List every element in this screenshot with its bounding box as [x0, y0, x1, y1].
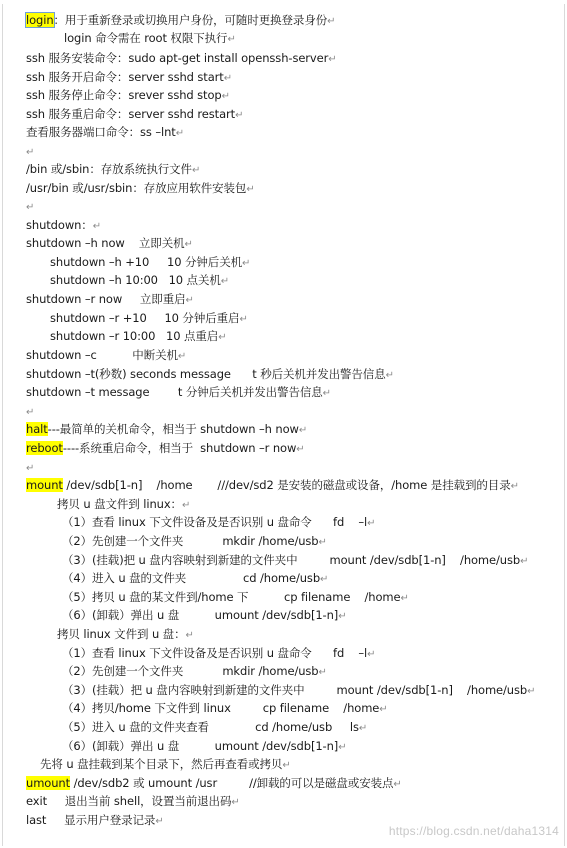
document-line [62, 514, 375, 530]
document-line [50, 310, 248, 326]
paragraph-mark-icon: ↵ [367, 649, 376, 660]
document-line [64, 30, 236, 46]
highlighted-keyword: login [26, 13, 54, 27]
line-text: （3）(挂载)把 u 盘内容映射到新建的文件夹中 mount /dev/sdb[1-n] /home/usb [62, 553, 521, 567]
line-text: ssh 服务重启命令：server sshd restart [26, 107, 236, 121]
line-text: （4）进入 u 盘的文件夹 cd /home/usb [62, 571, 321, 585]
paragraph-mark-icon: ↵ [181, 500, 191, 511]
paragraph-mark-icon: ↵ [227, 34, 236, 45]
document-line [40, 756, 291, 772]
document-line [62, 589, 409, 605]
paragraph-mark-icon: ↵ [520, 556, 529, 567]
paragraph-mark-icon: ↵ [175, 128, 184, 139]
paragraph-mark-icon: ↵ [26, 407, 35, 418]
paragraph-mark-icon: ↵ [26, 202, 35, 213]
document-line [62, 663, 327, 679]
line-text: ssh 服务安装命令：sudo apt-get install openssh-server [26, 51, 329, 65]
line-text: 先将 u 盘挂载到某个目录下，然后再查看或拷贝 [40, 757, 283, 771]
document-line [26, 69, 232, 85]
document-line [26, 143, 34, 159]
document-line [62, 607, 346, 623]
line-text: shutdown –h +10 10 分钟后关机 [50, 255, 242, 269]
line-text: shutdown –h now 立即关机 [26, 236, 185, 250]
line-text: /usr/bin 或/usr/sbin：存放应用软件安装包 [26, 181, 247, 195]
paragraph-mark-icon: ↵ [282, 760, 291, 771]
line-text: （1）查看 linux 下文件设备及是否识别 u 盘命令 fd –l [62, 515, 368, 529]
document-line [26, 50, 337, 66]
document-line [62, 700, 388, 716]
paragraph-mark-icon: ↵ [327, 16, 336, 27]
line-text: shutdown –h 10:00 10 点关机 [50, 273, 221, 287]
paragraph-mark-icon: ↵ [296, 444, 305, 455]
paragraph-mark-icon: ↵ [155, 816, 164, 827]
paragraph-mark-icon: ↵ [218, 332, 227, 343]
paragraph-mark-icon: ↵ [367, 518, 376, 529]
document-line [50, 272, 229, 288]
line-text: shutdown –r 10:00 10 点重启 [50, 329, 219, 343]
line-text: shutdown –r +10 10 分钟后重启 [50, 311, 240, 325]
document-line [62, 719, 367, 735]
document-line [50, 254, 250, 270]
watermark: https://blog.csdn.net/daha1314 [388, 824, 559, 838]
line-text: ----系统重启命令，相当于 shutdown –r now [62, 441, 297, 455]
document-line [62, 570, 328, 586]
paragraph-mark-icon: ↵ [26, 463, 35, 474]
line-text: （1）查看 linux 下文件设备及是否识别 u 盘命令 fd –l [62, 646, 368, 660]
paragraph-mark-icon: ↵ [318, 537, 327, 548]
paragraph-mark-icon: ↵ [191, 165, 201, 176]
line-text: login 命令需在 root 权限下执行 [64, 31, 228, 45]
document-line [26, 421, 307, 437]
document-line [26, 477, 519, 493]
highlighted-keyword: mount [26, 478, 63, 492]
document-line [62, 645, 375, 661]
line-text: /dev/sdb[1-n] /home ///dev/sd2 是安装的磁盘或设备，/home 是挂载到的目录 [62, 478, 511, 492]
document-line [57, 626, 194, 642]
paragraph-mark-icon: ↵ [320, 574, 329, 585]
paragraph-mark-icon: ↵ [220, 276, 230, 287]
line-text: ---最简单的关机命令，相当于 shutdown –h now [47, 422, 299, 436]
document-line [26, 161, 200, 177]
document-line [26, 291, 194, 307]
line-text: （6）(卸载）弹出 u 盘 umount /dev/sdb[1-n] [62, 608, 339, 622]
document-line [26, 106, 243, 122]
document-line [26, 812, 164, 828]
document-line [62, 738, 346, 754]
paragraph-mark-icon: ↵ [400, 593, 409, 604]
paragraph-mark-icon: ↵ [184, 239, 193, 250]
document-line [26, 87, 230, 103]
paragraph-mark-icon: ↵ [358, 723, 368, 734]
document-line [26, 198, 34, 214]
line-text: （4）拷贝/home 下文件到 linux cp filename /home [62, 701, 380, 715]
line-text: shutdown –r now 立即重启 [26, 292, 186, 306]
line-text: ：用于重新登录或切换用户身份，可随时更换登录身份 [53, 13, 328, 27]
document-line [57, 496, 190, 512]
document-line [26, 124, 184, 140]
line-text: ssh 服务开启命令：server sshd start [26, 70, 224, 84]
paragraph-mark-icon: ↵ [239, 314, 248, 325]
highlighted-keyword: halt [26, 422, 48, 436]
paragraph-mark-icon: ↵ [322, 388, 331, 399]
highlighted-keyword: umount [26, 776, 71, 790]
document-line [62, 552, 528, 568]
line-text: 查看服务器端口命令：ss –lnt [26, 125, 176, 139]
line-text: shutdown –c 中断关机 [26, 348, 178, 362]
paragraph-mark-icon: ↵ [379, 704, 388, 715]
paragraph-mark-icon: ↵ [338, 611, 347, 622]
document-line [26, 347, 186, 363]
document-line [26, 440, 305, 456]
line-text: /dev/sdb2 或 umount /usr //卸载的可以是磁盘或安装点 [70, 776, 394, 790]
line-text: （3）(挂载）把 u 盘内容映射到新建的文件夹中 mount /dev/sdb[1-n] /home/usb [62, 683, 528, 697]
paragraph-mark-icon: ↵ [318, 667, 327, 678]
document-line [26, 235, 193, 251]
line-text: ssh 服务停止命令：srever sshd stop [26, 88, 222, 102]
paragraph-mark-icon: ↵ [235, 110, 244, 121]
document-line [50, 328, 226, 344]
paragraph-mark-icon: ↵ [242, 258, 251, 269]
paragraph-mark-icon: ↵ [185, 295, 194, 306]
document-line [26, 366, 394, 382]
paragraph-mark-icon: ↵ [92, 221, 101, 232]
paragraph-mark-icon: ↵ [338, 742, 347, 753]
document-line [26, 12, 335, 28]
paragraph-mark-icon: ↵ [223, 73, 232, 84]
paragraph-mark-icon: ↵ [246, 184, 255, 195]
line-text: shutdown –t(秒数) seconds message t 秒后关机并发出警告信息 [26, 367, 386, 381]
paragraph-mark-icon: ↵ [177, 351, 187, 362]
document-line [26, 217, 101, 233]
line-text: 拷贝 u 盘文件到 linux： [57, 497, 182, 511]
line-text: （6）(卸载）弹出 u 盘 umount /dev/sdb[1-n] [62, 739, 339, 753]
paragraph-mark-icon: ↵ [185, 630, 194, 641]
document-line [62, 533, 327, 549]
paragraph-mark-icon: ↵ [328, 54, 337, 65]
highlighted-keyword: reboot [26, 441, 63, 455]
paragraph-mark-icon: ↵ [385, 370, 394, 381]
line-text: /bin 或/sbin：存放系统执行文件 [26, 162, 192, 176]
line-text: shutdown： [26, 218, 93, 232]
paragraph-mark-icon: ↵ [26, 147, 35, 158]
line-text: 拷贝 linux 文件到 u 盘： [57, 627, 186, 641]
line-text: shutdown –t message t 分钟后关机并发出警告信息 [26, 385, 323, 399]
document-line [26, 180, 255, 196]
paragraph-mark-icon: ↵ [527, 686, 536, 697]
document-line [26, 793, 240, 809]
paragraph-mark-icon: ↵ [510, 481, 519, 492]
paragraph-mark-icon: ↵ [298, 425, 308, 436]
document-line [26, 403, 34, 419]
paragraph-mark-icon: ↵ [231, 797, 240, 808]
document-line [26, 775, 402, 791]
line-text: （5）拷贝 u 盘的某文件到/home 下 cp filename /home [62, 590, 401, 604]
paragraph-mark-icon: ↵ [393, 779, 402, 790]
paragraph-mark-icon: ↵ [221, 91, 230, 102]
line-text: （2）先创建一个文件夹 mkdir /home/usb [62, 664, 319, 678]
line-text: last 显示用户登录记录 [26, 813, 156, 827]
document-line [62, 682, 535, 698]
document-line [26, 459, 34, 475]
document-line [26, 384, 331, 400]
line-text: exit 退出当前 shell，设置当前退出码 [26, 794, 232, 808]
line-text: （5）进入 u 盘的文件夹查看 cd /home/usb ls [62, 720, 359, 734]
line-text: （2）先创建一个文件夹 mkdir /home/usb [62, 534, 319, 548]
